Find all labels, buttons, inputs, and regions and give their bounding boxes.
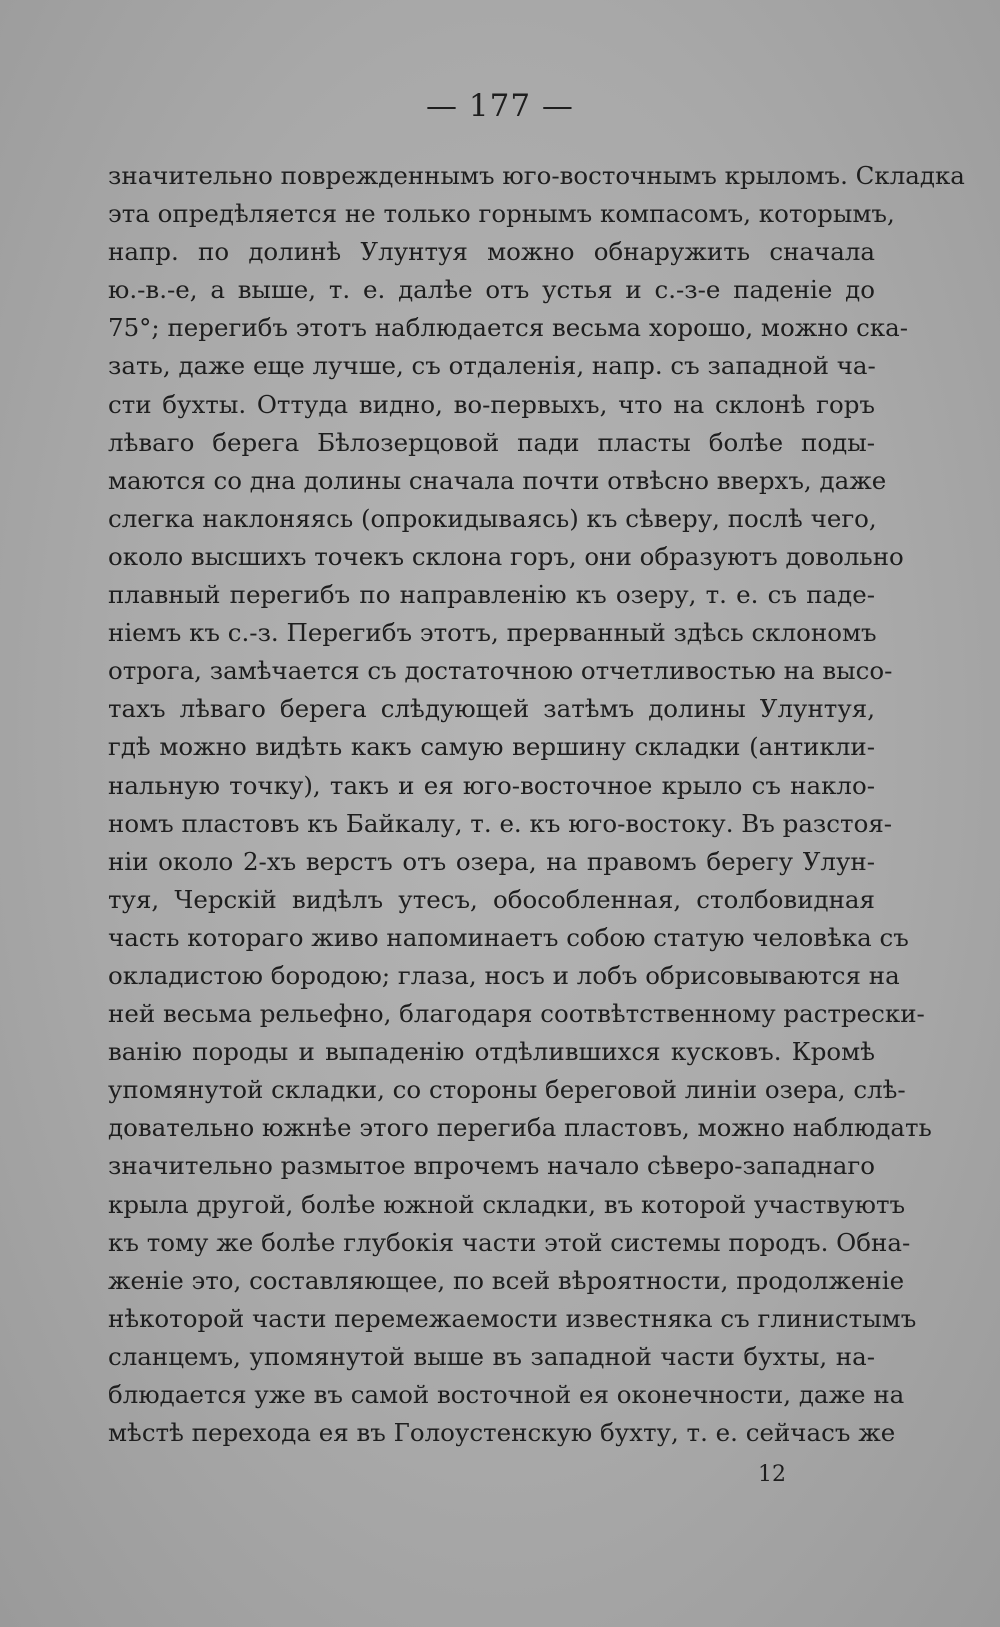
text-line: крыла другой, болѣе южной складки, въ которой участвуютъ: [108, 1189, 906, 1219]
text-line: нальную точку), такъ и ея юго-восточное крыло съ накло-: [108, 770, 875, 800]
text-line: напр. по долинѣ Улунтуя можно обнаружить сначала: [108, 237, 875, 267]
text-line: значительно поврежденнымъ юго-восточнымъ крыломъ. Складка: [108, 161, 965, 190]
text-line: гдѣ можно видѣть какъ самую вершину складки (антикли-: [108, 732, 875, 762]
text-line: окладистою бородою; глаза, носъ и лобъ обрисовываются на: [108, 960, 900, 990]
text-line: ніи около 2-хъ верстъ отъ озера, на правомъ берегу Улун-: [108, 846, 875, 876]
text-line: нѣкоторой части перемежаемости известняка съ глинистымъ: [108, 1303, 917, 1333]
text-line: ю.-в.-е, а выше, т. е. далѣе отъ устья и с.-з-е паденіе до: [108, 275, 875, 305]
text-line: отрога, замѣчается съ достаточною отчетливостью на высо-: [108, 656, 893, 686]
text-line: ней весьма рельефно, благодаря соотвѣтственному растрески-: [108, 999, 925, 1029]
text-line: ванію породы и выпаденію отдѣлившихся кусковъ. Кромѣ: [108, 1037, 875, 1067]
text-line: эта опредѣляется не только горнымъ компасомъ, которымъ,: [108, 199, 895, 229]
text-line: около высшихъ точекъ склона горъ, они образуютъ довольно: [108, 541, 904, 571]
text-line: лѣваго берега Бѣлозерцовой пади пласты болѣе поды-: [108, 427, 875, 457]
text-line: ніемъ къ с.-з. Перегибъ этотъ, прерванный здѣсь склономъ: [108, 618, 877, 648]
text-line: блюдается уже въ самой восточной ея оконечности, даже на: [108, 1380, 905, 1409]
text-line: маются со дна долины сначала почти отвѣсно вверхъ, даже: [108, 465, 887, 495]
text-line: сланцемъ, упомянутой выше въ западной части бухты, на-: [108, 1341, 875, 1371]
text-line: упомянутой складки, со стороны береговой линіи озера, слѣ-: [108, 1075, 906, 1105]
text-line: значительно размытое впрочемъ начало сѣверо-западнаго: [108, 1151, 875, 1181]
text-line: слегка наклоняясь (опрокидываясь) къ сѣверу, послѣ чего,: [108, 503, 877, 533]
page-number: — 177 —: [426, 88, 574, 124]
signature-mark: 12: [758, 1462, 786, 1487]
text-line: 75°; перегибъ этотъ наблюдается весьма хорошо, можно ска-: [108, 313, 909, 343]
text-line: плавный перегибъ по направленію къ озеру, т. е. съ паде-: [108, 580, 875, 610]
text-line: довательно южнѣе этого перегиба пластовъ, можно наблюдать: [108, 1113, 932, 1143]
text-line: часть котораго живо напоминаетъ собою статую человѣка съ: [108, 922, 909, 952]
text-line: женіе это, составляющее, по всей вѣроятности, продолженіе: [108, 1265, 905, 1295]
text-line: номъ пластовъ къ Байкалу, т. е. къ юго-востоку. Въ разстоя-: [108, 808, 893, 838]
text-line: зать, даже еще лучше, съ отдаленія, напр. съ западной ча-: [108, 351, 876, 381]
text-line: сти бухты. Оттуда видно, во-первыхъ, что на склонѣ горъ: [108, 389, 875, 419]
text-line: къ тому же болѣе глубокія части этой системы породъ. Обна-: [108, 1227, 911, 1257]
text-line: тахъ лѣваго берега слѣдующей затѣмъ долины Улунтуя,: [108, 694, 875, 724]
text-line: мѣстѣ перехода ея въ Голоустенскую бухту, т. е. сейчасъ же: [108, 1418, 896, 1448]
body-text: [108, 157, 965, 1452]
text-line: туя, Черскій видѣлъ утесъ, обособленная, столбовидная: [108, 884, 875, 914]
